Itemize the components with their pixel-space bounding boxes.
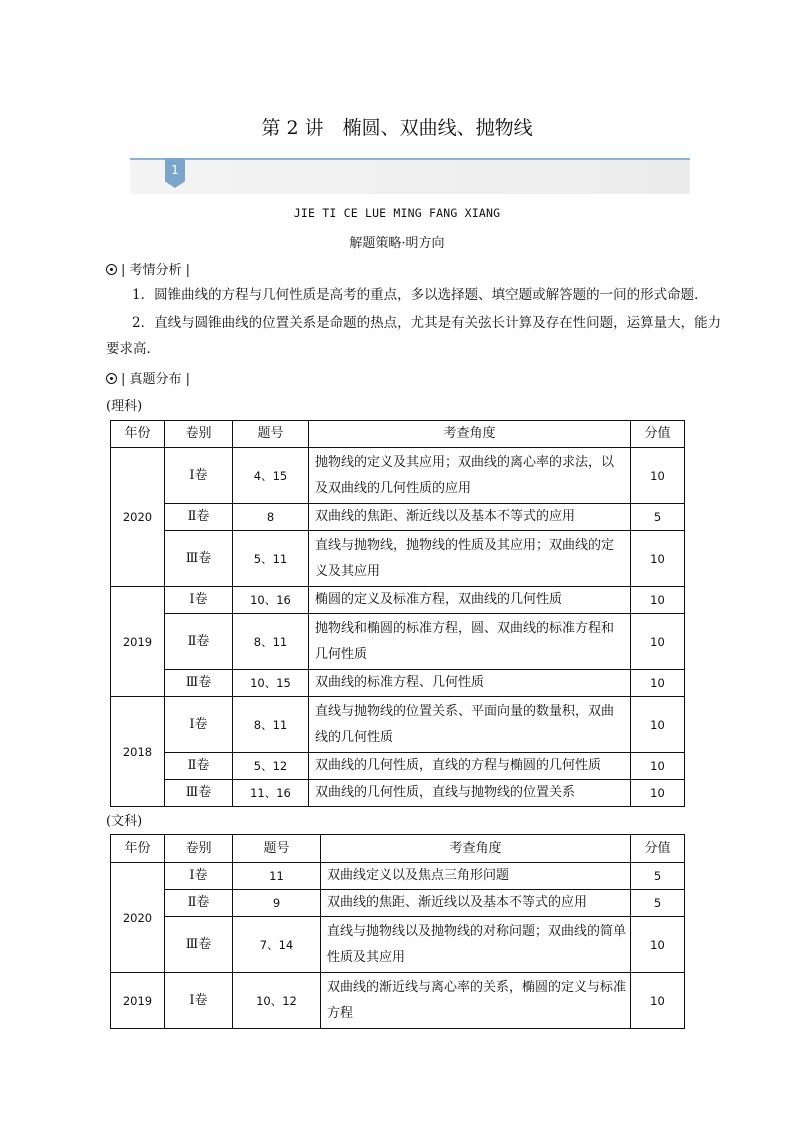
bullet-circle-icon [106,373,117,384]
score-cell: 10 [631,531,685,587]
topic-cell: 椭圆的定义及标准方程，双曲线的几何性质 [309,587,631,614]
question-cell: 8、11 [233,614,309,670]
bullet-circle-icon [106,264,117,275]
question-cell: 4、15 [233,448,309,504]
topic-cell: 双曲线的几何性质，直线的方程与椭圆的几何性质 [309,753,631,780]
table-row [111,614,685,670]
year-cell: 2019 [111,587,165,697]
question-cell: 5、12 [233,753,309,780]
topic-cell: 直线与抛物线以及抛物线的对称问题；双曲线的简单性质及其应用 [321,917,631,973]
section-number: 1 [171,163,179,177]
score-cell: 5 [631,504,685,531]
table-row [111,587,685,614]
paper-cell: Ⅰ卷 [165,448,233,504]
table-row [111,504,685,531]
score-cell: 10 [631,614,685,670]
paper-cell: Ⅱ卷 [165,890,233,917]
score-cell: 5 [631,890,685,917]
score-cell: 10 [631,780,685,807]
paper-cell: Ⅱ卷 [165,753,233,780]
paper-cell: Ⅱ卷 [165,614,233,670]
paper-cell: Ⅰ卷 [165,697,233,753]
arts-exam-table [110,834,685,1029]
table-row [111,917,685,973]
table-row [111,973,685,1029]
score-cell: 10 [631,697,685,753]
score-cell: 10 [631,973,685,1029]
paper-cell: Ⅰ卷 [165,973,233,1029]
topic-cell: 双曲线的焦距、渐近线以及基本不等式的应用 [321,890,631,917]
year-cell: 2019 [111,973,165,1029]
paper-cell: Ⅲ卷 [165,917,233,973]
topic-cell: 抛物线的定义及其应用；双曲线的离心率的求法，以及双曲线的几何性质的应用 [309,448,631,504]
score-cell: 10 [631,917,685,973]
question-cell: 7、14 [233,917,321,973]
score-cell: 10 [631,587,685,614]
question-cell: 10、15 [233,670,309,697]
exam-distribution-label: | 真题分布 | [121,372,191,387]
table-row [111,890,685,917]
topic-cell: 双曲线的几何性质，直线与抛物线的位置关系 [309,780,631,807]
question-cell: 10、12 [233,973,321,1029]
topic-cell: 双曲线定义以及焦点三角形问题 [321,863,631,890]
science-caption: (理科) [106,399,143,414]
year-cell: 2020 [111,863,165,973]
header-paper: 卷别 [165,835,233,863]
table-row [111,780,685,807]
question-cell: 11、16 [233,780,309,807]
header-question: 题号 [233,835,321,863]
header-topic: 考查角度 [321,835,631,863]
year-cell: 2018 [111,697,165,807]
question-cell: 5、11 [233,531,309,587]
banner-rule [130,158,690,160]
header-question: 题号 [233,421,309,448]
table-row [111,863,685,890]
topic-cell: 双曲线的渐近线与离心率的关系，椭圆的定义与标准方程 [321,973,631,1029]
paper-cell: Ⅲ卷 [165,670,233,697]
score-cell: 10 [631,670,685,697]
section-subtitle: 解题策略·明方向 [349,236,445,251]
year-cell: 2020 [111,448,165,587]
topic-cell: 双曲线的焦距、渐近线以及基本不等式的应用 [309,504,631,531]
table-row [111,448,685,504]
arts-caption: (文科) [106,814,143,829]
header-score: 分值 [631,835,685,863]
question-cell: 10、16 [233,587,309,614]
score-cell: 5 [631,863,685,890]
question-cell: 8 [233,504,309,531]
analysis-label: | 考情分析 | [121,263,191,278]
page-title: 第 2 讲 椭圆、双曲线、抛物线 [261,117,533,139]
question-cell: 8、11 [233,697,309,753]
question-cell: 11 [233,863,321,890]
paper-cell: Ⅲ卷 [165,780,233,807]
topic-cell: 双曲线的标准方程、几何性质 [309,670,631,697]
paper-cell: Ⅰ卷 [165,587,233,614]
topic-cell: 抛物线和椭圆的标准方程，圆、双曲线的标准方程和几何性质 [309,614,631,670]
topic-cell: 直线与抛物线的位置关系、平面向量的数量积，双曲线的几何性质 [309,697,631,753]
question-cell: 9 [233,890,321,917]
table-row [111,753,685,780]
score-cell: 10 [631,448,685,504]
table-row [111,670,685,697]
analysis-heading [106,259,190,278]
exam-distribution-heading [106,368,190,387]
header-year: 年份 [111,421,165,448]
paper-cell: Ⅰ卷 [165,863,233,890]
section-banner [130,158,690,194]
paper-cell: Ⅱ卷 [165,504,233,531]
analysis-item-2 [106,310,726,362]
paper-cell: Ⅲ卷 [165,531,233,587]
table-header-row [111,421,685,448]
header-topic: 考查角度 [309,421,631,448]
table-header-row [111,835,685,863]
analysis-item-text: 1．圆锥曲线的方程与几何性质是高考的重点，多以选择题、填空题或解答题的一问的形式命题． [132,287,708,303]
section-pinyin: JIE TI CE LUE MING FANG XIANG [293,206,501,220]
science-exam-table [110,420,685,807]
topic-cell: 直线与抛物线，抛物线的性质及其应用；双曲线的定义及其应用 [309,531,631,587]
header-paper: 卷别 [165,421,233,448]
header-year: 年份 [111,835,165,863]
score-cell: 10 [631,753,685,780]
table-row [111,697,685,753]
analysis-item-1 [106,282,726,308]
header-score: 分值 [631,421,685,448]
table-row [111,531,685,587]
analysis-item-text: 2．直线与圆锥曲线的位置关系是命题的热点，尤其是有关弦长计算及存在性问题，运算量大，能力要求高． [106,315,722,357]
